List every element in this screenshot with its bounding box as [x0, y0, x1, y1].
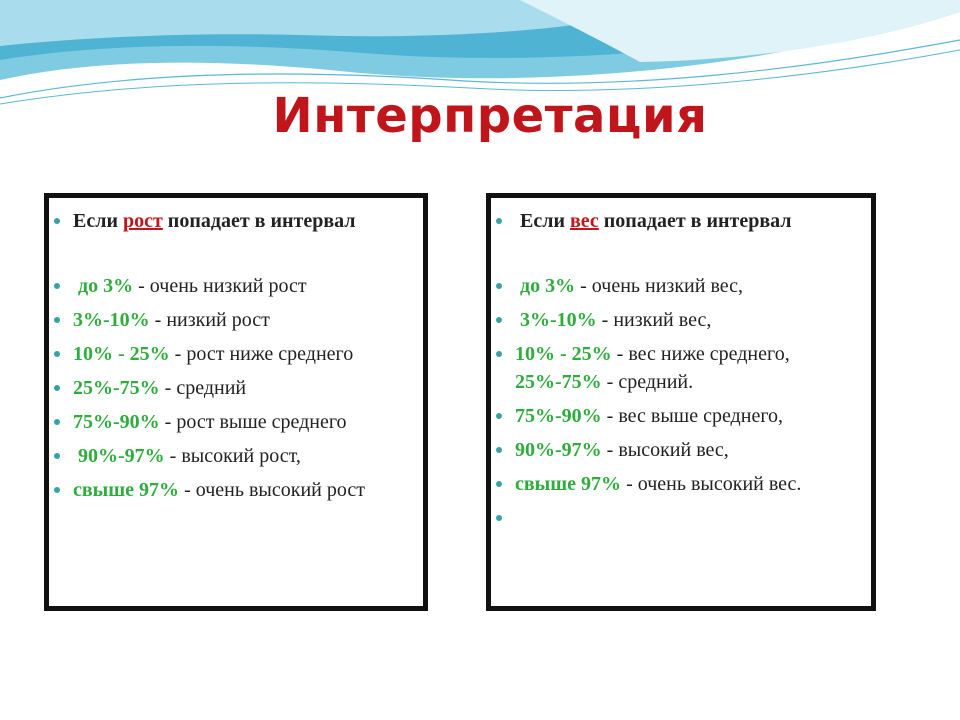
list-item: свыше 97% - очень высокий рост: [73, 476, 415, 504]
bullet-icon: [496, 515, 502, 521]
list-item: 3%-10% - низкий вес,: [515, 306, 863, 334]
bullet-icon: [54, 283, 60, 289]
bullet-icon: [54, 385, 60, 391]
empty-list-item: [515, 504, 863, 532]
list-item: 90%-97% - высокий вес,: [515, 436, 863, 464]
height-interpretation-box: [44, 193, 428, 611]
height-header: Если рост попадает в интервал: [73, 207, 415, 235]
list-item: 10% - 25% - рост ниже среднего: [73, 340, 415, 368]
page-title: Интерпретация: [272, 88, 708, 144]
bullet-icon: [54, 218, 60, 224]
weight-interpretation-box: [486, 193, 876, 611]
list-item: 75%-90% - вес выше среднего,: [515, 402, 863, 430]
list-item: до 3% - очень низкий вес,: [515, 272, 863, 300]
weight-header: Если вес попадает в интервал: [515, 207, 863, 235]
weight-keyword: вес: [569, 210, 599, 232]
list-item: 75%-90% - рост выше среднего: [73, 408, 415, 436]
bullet-icon: [54, 317, 60, 323]
list-item: 10% - 25% - вес ниже среднего, 25%-75% - средний.: [515, 340, 863, 396]
bullet-icon: [54, 351, 60, 357]
list-item: 90%-97% - высокий рост,: [73, 442, 415, 470]
bullet-icon: [54, 453, 60, 459]
list-item: до 3% - очень низкий рост: [73, 272, 415, 300]
bullet-icon: [54, 419, 60, 425]
bullet-icon: [496, 351, 502, 357]
bullet-icon: [496, 481, 502, 487]
list-item: свыше 97% - очень высокий вес.: [515, 470, 863, 498]
bullet-icon: [496, 218, 502, 224]
bullet-icon: [496, 447, 502, 453]
list-item: 25%-75% - средний: [73, 374, 415, 402]
bullet-icon: [54, 487, 60, 493]
bullet-icon: [496, 317, 502, 323]
list-item: 3%-10% - низкий рост: [73, 306, 415, 334]
bullet-icon: [496, 413, 502, 419]
bullet-icon: [496, 283, 502, 289]
height-keyword: рост: [122, 210, 163, 232]
